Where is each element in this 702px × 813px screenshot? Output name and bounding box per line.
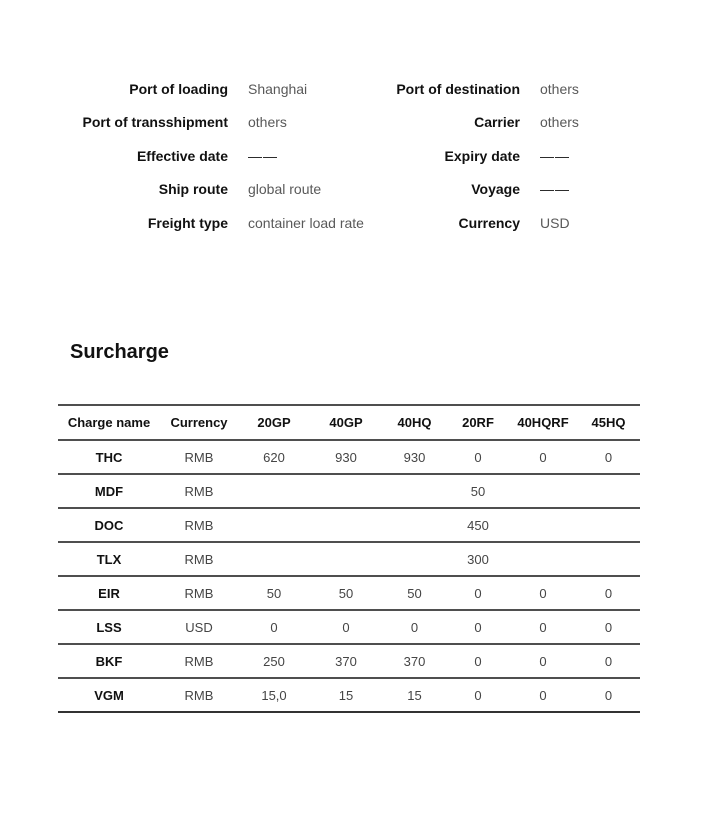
port-of-destination-value: others xyxy=(540,80,579,97)
currency-cell: RMB xyxy=(160,542,238,576)
surcharge-table xyxy=(58,404,640,713)
ship-route-value: global route xyxy=(248,181,322,198)
rate-cell-40gp xyxy=(310,474,382,508)
info-row-ports-1 xyxy=(0,72,702,106)
voyage-value: —— xyxy=(540,181,570,198)
rate-cell-40hqrf xyxy=(509,508,577,542)
rate-cell-40gp xyxy=(310,508,382,542)
rate-cell-45hq: 0 xyxy=(577,644,640,678)
currency-cell: RMB xyxy=(160,678,238,712)
charge-name-cell: THC xyxy=(58,440,160,474)
rate-cell-40hq: 930 xyxy=(382,440,447,474)
freight-type-label: Freight type xyxy=(147,214,228,231)
expiry-date-value: —— xyxy=(540,147,570,164)
rate-cell-40gp: 50 xyxy=(310,576,382,610)
table-row-vgm xyxy=(58,678,640,712)
col-header-45hq: 45HQ xyxy=(577,405,640,440)
charge-name-cell: MDF xyxy=(58,474,160,508)
rate-cell-20rf: 0 xyxy=(447,644,509,678)
currency-cell: RMB xyxy=(160,440,238,474)
effective-date-label: Effective date xyxy=(136,147,228,164)
table-row-lss xyxy=(58,610,640,644)
carrier-label: Carrier xyxy=(474,114,520,131)
info-row-dates xyxy=(0,139,702,173)
charge-name-cell: DOC xyxy=(58,508,160,542)
col-header-40hq: 40HQ xyxy=(382,405,447,440)
rate-cell-20rf: 0 xyxy=(447,678,509,712)
rate-cell-40hq xyxy=(382,508,447,542)
rate-cell-40hq xyxy=(382,474,447,508)
rate-cell-40gp xyxy=(310,542,382,576)
rate-cell-20gp: 50 xyxy=(238,576,310,610)
currency-cell: RMB xyxy=(160,474,238,508)
col-header-20gp: 20GP xyxy=(238,405,310,440)
surcharge-heading: Surcharge xyxy=(70,341,169,363)
currency-value: USD xyxy=(540,214,570,231)
currency-cell: USD xyxy=(160,610,238,644)
table-row-mdf xyxy=(58,474,640,508)
port-of-loading-value: Shanghai xyxy=(248,80,308,97)
shipment-info-section xyxy=(0,72,702,240)
table-row-thc xyxy=(58,440,640,474)
table-row-eir xyxy=(58,576,640,610)
rate-cell-40hq: 50 xyxy=(382,576,447,610)
rate-cell-20gp xyxy=(238,474,310,508)
col-header-40hqrf: 40HQRF xyxy=(509,405,577,440)
rate-cell-40hqrf xyxy=(509,542,577,576)
freight-type-value: container load rate xyxy=(248,214,364,231)
rate-cell-40hq: 15 xyxy=(382,678,447,712)
charge-name-cell: LSS xyxy=(58,610,160,644)
rate-cell-20gp: 250 xyxy=(238,644,310,678)
rate-cell-20rf: 0 xyxy=(447,610,509,644)
rate-cell-40hqrf: 0 xyxy=(509,644,577,678)
rate-cell-40hqrf xyxy=(509,474,577,508)
rate-cell-20rf: 0 xyxy=(447,576,509,610)
port-of-destination-label: Port of destination xyxy=(396,80,520,97)
currency-cell: RMB xyxy=(160,576,238,610)
rate-cell-45hq: 0 xyxy=(577,610,640,644)
effective-date-value: —— xyxy=(248,147,278,164)
info-row-ports-2 xyxy=(0,106,702,140)
rate-cell-45hq xyxy=(577,508,640,542)
rate-cell-40gp: 15 xyxy=(310,678,382,712)
rate-cell-45hq xyxy=(577,474,640,508)
expiry-date-label: Expiry date xyxy=(444,147,520,164)
rate-cell-40hqrf: 0 xyxy=(509,576,577,610)
carrier-value: others xyxy=(540,114,579,131)
table-row-doc xyxy=(58,508,640,542)
rate-cell-40hqrf: 0 xyxy=(509,678,577,712)
rate-cell-20gp: 0 xyxy=(238,610,310,644)
voyage-label: Voyage xyxy=(471,181,520,198)
rate-cell-45hq: 0 xyxy=(577,678,640,712)
charge-name-cell: TLX xyxy=(58,542,160,576)
col-header-40gp: 40GP xyxy=(310,405,382,440)
rate-cell-20rf: 0 xyxy=(447,440,509,474)
rate-cell-40hq: 370 xyxy=(382,644,447,678)
surcharge-table-header-row xyxy=(58,405,640,440)
table-row-bkf xyxy=(58,644,640,678)
col-header-charge-name: Charge name xyxy=(58,405,160,440)
col-header-currency: Currency xyxy=(160,405,238,440)
rate-cell-40gp: 930 xyxy=(310,440,382,474)
rate-cell-45hq: 0 xyxy=(577,440,640,474)
rate-cell-40hq: 0 xyxy=(382,610,447,644)
info-row-route xyxy=(0,173,702,207)
rate-cell-20rf: 450 xyxy=(447,508,509,542)
rate-cell-40gp: 0 xyxy=(310,610,382,644)
charge-name-cell: BKF xyxy=(58,644,160,678)
port-of-transshipment-value: others xyxy=(248,114,287,131)
rate-cell-45hq xyxy=(577,542,640,576)
rate-cell-20gp: 620 xyxy=(238,440,310,474)
rate-cell-40hqrf: 0 xyxy=(509,440,577,474)
rate-cell-20gp xyxy=(238,508,310,542)
col-header-20rf: 20RF xyxy=(447,405,509,440)
rate-cell-40gp: 370 xyxy=(310,644,382,678)
rate-cell-45hq: 0 xyxy=(577,576,640,610)
currency-cell: RMB xyxy=(160,508,238,542)
info-row-freight xyxy=(0,206,702,240)
currency-cell: RMB xyxy=(160,644,238,678)
rate-cell-40hq xyxy=(382,542,447,576)
charge-name-cell: VGM xyxy=(58,678,160,712)
ship-route-label: Ship route xyxy=(158,181,228,198)
rate-cell-20gp xyxy=(238,542,310,576)
rate-cell-20rf: 50 xyxy=(447,474,509,508)
rate-cell-20gp: 15,0 xyxy=(238,678,310,712)
rate-cell-20rf: 300 xyxy=(447,542,509,576)
table-row-tlx xyxy=(58,542,640,576)
charge-name-cell: EIR xyxy=(58,576,160,610)
port-of-transshipment-label: Port of transshipment xyxy=(82,114,228,131)
rate-cell-40hqrf: 0 xyxy=(509,610,577,644)
port-of-loading-label: Port of loading xyxy=(129,80,228,97)
currency-label: Currency xyxy=(458,214,520,231)
